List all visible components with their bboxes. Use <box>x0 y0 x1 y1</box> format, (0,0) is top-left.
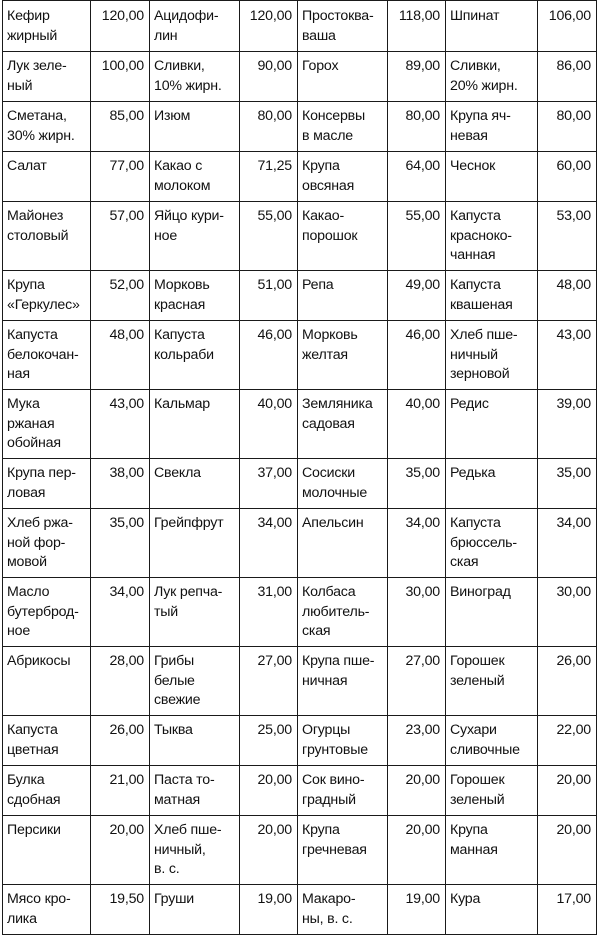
food-value: 20,00 <box>538 816 597 885</box>
food-name-cell <box>446 578 538 647</box>
table-row <box>3 716 597 766</box>
food-name-cell <box>298 321 388 390</box>
food-name-cell <box>446 816 538 885</box>
food-name: Лук зеле- ный <box>7 58 67 94</box>
food-value: 57,00 <box>91 202 150 271</box>
food-name: Груши <box>154 891 195 907</box>
food-value: 35,00 <box>538 459 597 509</box>
food-value: 22,00 <box>538 716 597 766</box>
food-value: 19,00 <box>240 885 298 935</box>
food-value: 28,00 <box>91 647 150 716</box>
food-name: Капуста квашеная <box>450 277 513 313</box>
food-name-cell <box>150 766 240 816</box>
food-value: 55,00 <box>240 202 298 271</box>
food-value: 120,00 <box>91 1 150 52</box>
food-name-cell <box>3 716 91 766</box>
food-name: Свекла <box>154 465 201 481</box>
table-row <box>3 1 597 52</box>
food-value: 51,00 <box>240 271 298 321</box>
food-name-cell <box>298 816 388 885</box>
food-name: Персики <box>7 822 61 838</box>
food-name-cell <box>3 1 91 52</box>
food-name: Горошек зеленый <box>450 772 505 808</box>
food-name: Абрикосы <box>7 653 71 669</box>
food-value: 49,00 <box>388 271 446 321</box>
food-name: Горох <box>302 58 339 74</box>
food-name: Крупа овсяная <box>302 158 355 194</box>
food-value: 34,00 <box>388 509 446 578</box>
food-name: Шпинат <box>450 8 500 24</box>
table-row <box>3 202 597 271</box>
table-row <box>3 271 597 321</box>
food-name-cell <box>150 102 240 152</box>
food-name: Виноград <box>450 584 511 600</box>
food-value: 31,00 <box>240 578 298 647</box>
food-name-cell <box>150 459 240 509</box>
food-value: 40,00 <box>388 390 446 459</box>
table-row <box>3 816 597 885</box>
food-name-cell <box>446 321 538 390</box>
table-row <box>3 885 597 935</box>
food-name: Кефир жирный <box>7 8 58 44</box>
food-value: 55,00 <box>388 202 446 271</box>
food-name: Крупа пше- ничная <box>302 653 375 689</box>
food-name: Морковь красная <box>154 277 210 313</box>
food-name-cell <box>298 766 388 816</box>
food-value: 20,00 <box>240 766 298 816</box>
food-value: 46,00 <box>240 321 298 390</box>
food-name: Булка сдобная <box>7 772 61 808</box>
food-name-cell <box>3 885 91 935</box>
table-row <box>3 152 597 202</box>
food-value: 85,00 <box>91 102 150 152</box>
food-name: Лук репча- тый <box>154 584 223 620</box>
table-row <box>3 578 597 647</box>
food-name: Сухари сливочные <box>450 722 520 758</box>
food-name-cell <box>3 459 91 509</box>
food-value: 120,00 <box>240 1 298 52</box>
table-row <box>3 459 597 509</box>
food-name-cell <box>446 459 538 509</box>
food-name: Салат <box>7 158 47 174</box>
food-value: 40,00 <box>240 390 298 459</box>
food-name: Земляника садовая <box>302 396 373 432</box>
food-value: 20,00 <box>91 816 150 885</box>
food-name-cell <box>3 202 91 271</box>
food-name: Морковь желтая <box>302 327 358 363</box>
table-row <box>3 102 597 152</box>
food-value: 30,00 <box>538 578 597 647</box>
food-name: Репа <box>302 277 334 293</box>
food-name: Крупа гречневая <box>302 822 367 858</box>
food-name: Макаро- ны, в. с. <box>302 891 356 927</box>
food-name: Майонез столовый <box>7 208 69 244</box>
food-name-cell <box>150 716 240 766</box>
food-value: 23,00 <box>388 716 446 766</box>
table-row <box>3 321 597 390</box>
food-name: Крупа манная <box>450 822 498 858</box>
food-name: Крупа пер- ловая <box>7 465 76 501</box>
food-name: Масло бутерброд- ное <box>7 584 79 639</box>
food-name-cell <box>298 509 388 578</box>
food-name-cell <box>298 102 388 152</box>
food-name-cell <box>150 152 240 202</box>
food-name: Сливки, 10% жирн. <box>154 58 222 94</box>
food-name-cell <box>150 390 240 459</box>
food-value: 80,00 <box>538 102 597 152</box>
table-row <box>3 390 597 459</box>
food-name: Апельсин <box>302 515 364 531</box>
food-value: 71,25 <box>240 152 298 202</box>
food-name-cell <box>150 509 240 578</box>
food-name: Крупа «Геркулес» <box>7 277 80 313</box>
food-value: 20,00 <box>240 816 298 885</box>
food-name-cell <box>446 390 538 459</box>
food-name-cell <box>298 885 388 935</box>
food-value: 46,00 <box>388 321 446 390</box>
food-name-cell <box>3 578 91 647</box>
food-name: Хлеб пше- ничный, в. с. <box>154 822 222 877</box>
food-value: 34,00 <box>91 578 150 647</box>
food-name-cell <box>446 202 538 271</box>
food-value: 48,00 <box>538 271 597 321</box>
food-name-cell <box>3 102 91 152</box>
food-name: Хлеб пше- ничный зерновой <box>450 327 518 382</box>
food-name: Чеснок <box>450 158 496 174</box>
food-name: Мясо кро- лика <box>7 891 71 927</box>
table-row <box>3 647 597 716</box>
food-value: 35,00 <box>388 459 446 509</box>
food-name-cell <box>298 390 388 459</box>
food-name: Крупа яч- невая <box>450 108 511 144</box>
food-value: 64,00 <box>388 152 446 202</box>
food-name-cell <box>298 716 388 766</box>
food-name-cell <box>150 885 240 935</box>
food-value: 77,00 <box>91 152 150 202</box>
food-value: 35,00 <box>91 509 150 578</box>
food-value: 37,00 <box>240 459 298 509</box>
food-value: 20,00 <box>538 766 597 816</box>
food-name-cell <box>298 647 388 716</box>
food-value: 100,00 <box>91 52 150 102</box>
food-name-cell <box>150 52 240 102</box>
food-name-cell <box>3 647 91 716</box>
food-name: Огурцы грунтовые <box>302 722 368 758</box>
food-value: 34,00 <box>538 509 597 578</box>
food-name: Грибы белые свежие <box>154 653 201 708</box>
table-row <box>3 52 597 102</box>
food-value: 52,00 <box>91 271 150 321</box>
food-value: 25,00 <box>240 716 298 766</box>
food-name-cell <box>298 271 388 321</box>
food-value: 86,00 <box>538 52 597 102</box>
food-name-cell <box>3 816 91 885</box>
table-row <box>3 766 597 816</box>
food-value: 80,00 <box>388 102 446 152</box>
food-name: Мука ржаная обойная <box>7 396 61 451</box>
food-name-cell <box>446 716 538 766</box>
food-name: Сливки, 20% жирн. <box>450 58 518 94</box>
food-name: Кура <box>450 891 481 907</box>
food-name-cell <box>446 271 538 321</box>
food-name: Горошек зеленый <box>450 653 505 689</box>
food-name: Кальмар <box>154 396 210 412</box>
food-name-cell <box>446 102 538 152</box>
food-name-cell <box>446 152 538 202</box>
food-name: Хлеб ржа- ной фор- мовой <box>7 515 73 570</box>
food-name-cell <box>150 816 240 885</box>
food-name: Капуста краснокo- чанная <box>450 208 512 263</box>
food-value: 34,00 <box>240 509 298 578</box>
food-name: Паста то- матная <box>154 772 215 808</box>
food-name-cell <box>446 509 538 578</box>
food-name: Редька <box>450 465 496 481</box>
food-name-cell <box>150 271 240 321</box>
food-name-cell <box>298 578 388 647</box>
food-name-cell <box>150 647 240 716</box>
food-name: Какао- порошок <box>302 208 358 244</box>
food-name-cell <box>446 647 538 716</box>
food-name: Капуста кольраби <box>154 327 214 363</box>
food-name-cell <box>298 1 388 52</box>
food-value: 38,00 <box>91 459 150 509</box>
food-name: Грейпфрут <box>154 515 224 531</box>
food-name-cell <box>446 885 538 935</box>
food-name-cell <box>3 321 91 390</box>
food-value: 60,00 <box>538 152 597 202</box>
food-value: 30,00 <box>388 578 446 647</box>
food-value: 19,00 <box>388 885 446 935</box>
food-value: 48,00 <box>91 321 150 390</box>
food-name: Колбаса любитель- ская <box>302 584 370 639</box>
food-value: 17,00 <box>538 885 597 935</box>
food-name-cell <box>3 766 91 816</box>
food-value: 21,00 <box>91 766 150 816</box>
food-value: 89,00 <box>388 52 446 102</box>
food-name-cell <box>3 390 91 459</box>
food-value: 43,00 <box>538 321 597 390</box>
food-name: Тыква <box>154 722 193 738</box>
food-name: Сметана, 30% жирн. <box>7 108 75 144</box>
food-value: 80,00 <box>240 102 298 152</box>
food-name-cell <box>150 578 240 647</box>
food-name-cell <box>3 271 91 321</box>
food-name: Простоква- ваша <box>302 8 374 44</box>
food-name: Капуста белокочан- ная <box>7 327 79 382</box>
food-values-table <box>2 0 597 935</box>
food-name: Сосиски молочные <box>302 465 368 501</box>
food-value: 118,00 <box>388 1 446 52</box>
food-name-cell <box>446 1 538 52</box>
food-name-cell <box>298 52 388 102</box>
food-value: 27,00 <box>388 647 446 716</box>
table-body <box>3 1 597 935</box>
food-name: Какао с молоком <box>154 158 211 194</box>
food-value: 106,00 <box>538 1 597 52</box>
food-name: Яйцо кури- ное <box>154 208 224 244</box>
food-name-cell <box>150 202 240 271</box>
food-value: 27,00 <box>240 647 298 716</box>
food-value: 19,50 <box>91 885 150 935</box>
food-value: 90,00 <box>240 52 298 102</box>
food-name-cell <box>3 509 91 578</box>
food-value: 39,00 <box>538 390 597 459</box>
food-name-cell <box>298 152 388 202</box>
food-name: Капуста брюссель- ская <box>450 515 517 570</box>
food-name: Сок вино- градный <box>302 772 365 808</box>
food-value: 53,00 <box>538 202 597 271</box>
table-row <box>3 509 597 578</box>
food-value: 43,00 <box>91 390 150 459</box>
food-name-cell <box>3 52 91 102</box>
food-name-cell <box>150 321 240 390</box>
food-value: 26,00 <box>91 716 150 766</box>
food-name-cell <box>3 152 91 202</box>
food-name-cell <box>446 766 538 816</box>
food-name: Изюм <box>154 108 191 124</box>
food-name-cell <box>298 459 388 509</box>
food-name: Ацидофи- лин <box>154 8 219 44</box>
food-name-cell <box>150 1 240 52</box>
food-name: Консервы в масле <box>302 108 365 144</box>
food-name-cell <box>298 202 388 271</box>
food-value: 20,00 <box>388 766 446 816</box>
food-name: Редис <box>450 396 489 412</box>
food-name-cell <box>446 52 538 102</box>
food-value: 26,00 <box>538 647 597 716</box>
food-name: Капуста цветная <box>7 722 59 758</box>
food-value: 20,00 <box>388 816 446 885</box>
